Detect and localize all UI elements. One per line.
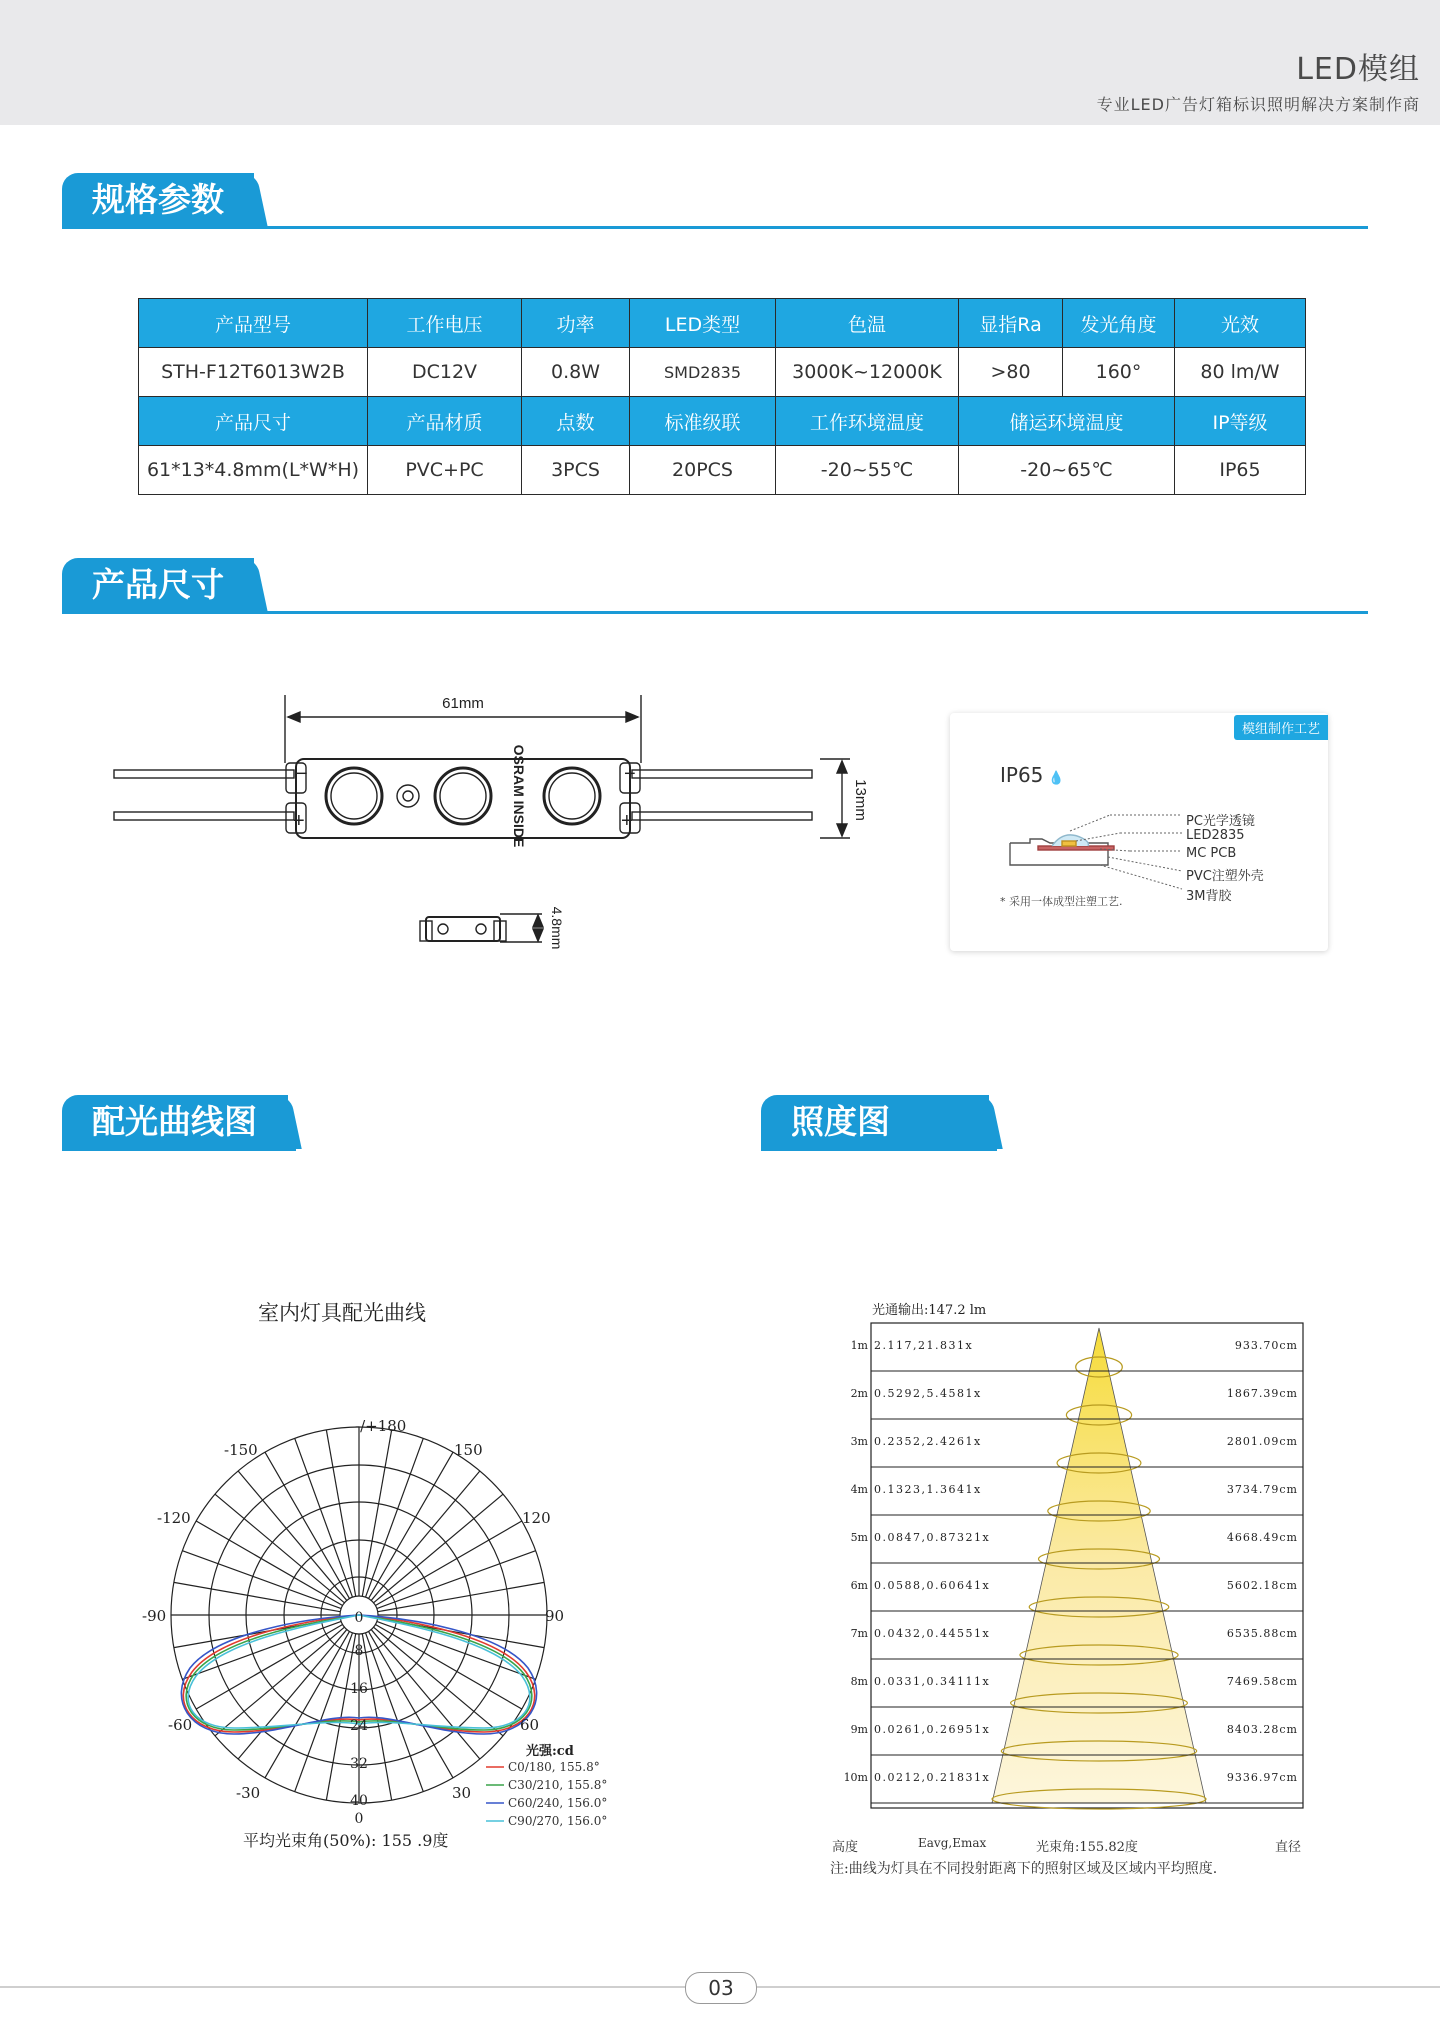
illum-value: 0.1323,1.3641x bbox=[874, 1483, 982, 1496]
illum-diameter: 6535.88cm bbox=[1226, 1627, 1298, 1640]
width-dimension: 13mm bbox=[852, 779, 869, 821]
spec-value-cell: STH-F12T6013W2B bbox=[139, 348, 368, 397]
plus-sign: + bbox=[293, 810, 305, 832]
illum-height: 5m bbox=[850, 1531, 868, 1544]
illum-note: 注:曲线为灯具在不同投射距离下的照射区域及区域内平均照度. bbox=[830, 1861, 1218, 1877]
polar-chart bbox=[130, 1410, 650, 1860]
section-size bbox=[62, 558, 1368, 612]
angle-label: -150 bbox=[224, 1441, 258, 1459]
beam-angle-footer: 平均光束角(50%): 155 .9度 bbox=[243, 1831, 449, 1850]
foot-height: 高度 bbox=[832, 1840, 859, 1855]
spec-value-cell: DC12V bbox=[368, 348, 522, 397]
brand-tagline: 专业LED广告灯箱标识照明解决方案制作商 bbox=[1096, 95, 1420, 114]
illum-diameter: 1867.39cm bbox=[1226, 1387, 1298, 1400]
spec-value-row-2 bbox=[139, 446, 1306, 495]
section-title-spec: 规格参数 bbox=[62, 173, 254, 227]
illum-diameter: 8403.28cm bbox=[1226, 1723, 1298, 1736]
section-title-curve: 配光曲线图 bbox=[62, 1095, 288, 1149]
spec-header-row-2 bbox=[139, 397, 1306, 446]
spec-header-cell: 工作环境温度 bbox=[776, 397, 959, 446]
angle-label: -90 bbox=[142, 1607, 167, 1625]
illum-value: 2.117,21.831x bbox=[874, 1339, 974, 1352]
spec-value-cell: 0.8W bbox=[522, 348, 630, 397]
illum-diameter: 933.70cm bbox=[1234, 1339, 1298, 1352]
radial-label: 0 bbox=[354, 1610, 364, 1626]
illum-height: 1m bbox=[850, 1339, 868, 1352]
angle-label: 0 bbox=[354, 1811, 364, 1827]
spec-header-cell: 光效 bbox=[1175, 299, 1306, 348]
section-illum bbox=[761, 1095, 997, 1149]
illum-value: 0.2352,2.4261x bbox=[874, 1435, 982, 1448]
illum-diameter: 5602.18cm bbox=[1226, 1579, 1298, 1592]
section-rule bbox=[62, 226, 1368, 229]
module-dimension-drawing bbox=[100, 685, 900, 955]
layer-label: PVC注塑外壳 bbox=[1186, 869, 1264, 884]
spec-header-cell: LED类型 bbox=[630, 299, 776, 348]
illum-diameter: 9336.97cm bbox=[1226, 1771, 1298, 1784]
craft-card bbox=[950, 713, 1328, 951]
angle-label: 120 bbox=[522, 1509, 551, 1527]
illum-height: 2m bbox=[850, 1387, 868, 1400]
illum-height: 7m bbox=[850, 1627, 868, 1640]
length-dimension: 61mm bbox=[442, 695, 484, 712]
light-cone bbox=[992, 1328, 1206, 1803]
minus-sign: − bbox=[624, 763, 636, 785]
chip-label: OSRAM INSIDE bbox=[511, 744, 527, 848]
angle-label: 90 bbox=[545, 1607, 565, 1625]
angle-label: 60 bbox=[520, 1716, 540, 1734]
section-rule bbox=[62, 1148, 296, 1151]
illum-diameter: 7469.58cm bbox=[1226, 1675, 1298, 1688]
height-dimension: 4.8mm bbox=[549, 906, 565, 950]
legend-label: C90/270, 156.0° bbox=[508, 1814, 608, 1828]
illuminance-chart bbox=[828, 1318, 1348, 1838]
spec-value-cell: -20~65℃ bbox=[959, 446, 1175, 495]
spec-value-cell: 80 lm/W bbox=[1175, 348, 1306, 397]
luminous-flux: 光通输出:147.2 lm bbox=[872, 1303, 987, 1318]
layer-label: MC PCB bbox=[1186, 846, 1237, 861]
spec-header-cell: 储运环境温度 bbox=[959, 397, 1175, 446]
spec-header-cell: 工作电压 bbox=[368, 299, 522, 348]
spec-value-cell: -20~55℃ bbox=[776, 446, 959, 495]
illum-diameter: 4668.49cm bbox=[1226, 1531, 1298, 1544]
spec-value-cell: SMD2835 bbox=[630, 348, 776, 397]
illum-value: 0.5292,5.4581x bbox=[874, 1387, 982, 1400]
brand-title: LED模组 bbox=[1296, 52, 1420, 87]
illum-value: 0.0588,0.60641x bbox=[874, 1579, 991, 1592]
spec-header-cell: 产品尺寸 bbox=[139, 397, 368, 446]
layer-label: PC光学透镜 bbox=[1186, 814, 1255, 829]
layer-label: LED2835 bbox=[1186, 828, 1245, 843]
spec-header-cell: 显指Ra bbox=[959, 299, 1063, 348]
page-number: 03 bbox=[685, 1972, 757, 2004]
illum-height: 8m bbox=[850, 1675, 868, 1688]
spec-value-cell: 3000K~12000K bbox=[776, 348, 959, 397]
illum-height: 6m bbox=[850, 1579, 868, 1592]
spec-header-cell: 标准级联 bbox=[630, 397, 776, 446]
radial-label: 16 bbox=[350, 1681, 368, 1697]
legend-label: C30/210, 155.8° bbox=[508, 1778, 608, 1792]
foot-angle: 光束角:155.82度 bbox=[1036, 1840, 1138, 1855]
layer-label: 3M背胶 bbox=[1186, 889, 1232, 904]
spec-table bbox=[138, 298, 1306, 495]
polar-spoke bbox=[326, 1430, 355, 1596]
craft-tag: 模组制作工艺 bbox=[1234, 715, 1328, 740]
spec-header-cell: 功率 bbox=[522, 299, 630, 348]
spec-header-cell: IP等级 bbox=[1175, 397, 1306, 446]
angle-label: -120 bbox=[157, 1509, 191, 1527]
spec-header-row-1 bbox=[139, 299, 1306, 348]
illum-diameter: 2801.09cm bbox=[1226, 1435, 1298, 1448]
page-header bbox=[0, 0, 1440, 125]
section-rule bbox=[62, 611, 1368, 614]
polar-chart-title: 室内灯具配光曲线 bbox=[258, 1301, 426, 1325]
section-spec bbox=[62, 173, 1368, 227]
legend-title: 光强:cd bbox=[526, 1744, 574, 1759]
minus-sign: − bbox=[296, 763, 308, 785]
angle-label: 30 bbox=[452, 1784, 472, 1802]
ip-rating: IP65 bbox=[1000, 763, 1044, 787]
radial-label: 8 bbox=[354, 1643, 364, 1659]
spec-header-cell: 产品型号 bbox=[139, 299, 368, 348]
radial-label: 32 bbox=[350, 1756, 368, 1772]
illum-diameter: 3734.79cm bbox=[1226, 1483, 1298, 1496]
water-drop-icon: 💧 bbox=[1048, 771, 1065, 786]
section-title-size: 产品尺寸 bbox=[62, 558, 254, 612]
craft-note: * 采用一体成型注塑工艺. bbox=[1000, 895, 1123, 908]
angle-label: -/+180 bbox=[355, 1417, 407, 1435]
polar-spoke bbox=[174, 1582, 340, 1611]
section-curve bbox=[62, 1095, 296, 1149]
spec-value-cell: 61*13*4.8mm(L*W*H) bbox=[139, 446, 368, 495]
illum-value: 0.0212,0.21831x bbox=[874, 1771, 991, 1784]
illum-value: 0.0847,0.87321x bbox=[874, 1531, 991, 1544]
spec-header-cell: 产品材质 bbox=[368, 397, 522, 446]
illum-value: 0.0331,0.34111x bbox=[874, 1675, 991, 1688]
spec-header-cell: 色温 bbox=[776, 299, 959, 348]
illum-height: 10m bbox=[843, 1771, 868, 1784]
spec-value-cell: IP65 bbox=[1175, 446, 1306, 495]
radial-label: 24 bbox=[350, 1718, 368, 1734]
spec-value-cell: 160° bbox=[1063, 348, 1175, 397]
foot-e: Eavg,Emax bbox=[918, 1836, 987, 1850]
radial-label: 40 bbox=[350, 1793, 368, 1809]
illum-height: 3m bbox=[850, 1435, 868, 1448]
angle-label: -30 bbox=[236, 1784, 261, 1802]
legend-label: C0/180, 155.8° bbox=[508, 1760, 600, 1774]
angle-label: 150 bbox=[454, 1441, 483, 1459]
illum-height: 9m bbox=[850, 1723, 868, 1736]
illum-value: 0.0261,0.26951x bbox=[874, 1723, 991, 1736]
section-rule bbox=[761, 1148, 997, 1151]
polar-spoke bbox=[362, 1430, 391, 1596]
plus-sign: + bbox=[621, 810, 633, 832]
spec-value-cell: >80 bbox=[959, 348, 1063, 397]
illum-height: 4m bbox=[850, 1483, 868, 1496]
spec-value-row-1 bbox=[139, 348, 1306, 397]
angle-label: -60 bbox=[168, 1716, 193, 1734]
spec-header-cell: 点数 bbox=[522, 397, 630, 446]
spec-header-cell: 发光角度 bbox=[1063, 299, 1175, 348]
foot-diameter: 直径 bbox=[1275, 1840, 1302, 1855]
legend-label: C60/240, 156.0° bbox=[508, 1796, 608, 1810]
polar-spoke bbox=[378, 1582, 544, 1611]
section-title-illum: 照度图 bbox=[761, 1095, 989, 1149]
spec-value-cell: 20PCS bbox=[630, 446, 776, 495]
spec-value-cell: PVC+PC bbox=[368, 446, 522, 495]
illum-value: 0.0432,0.44551x bbox=[874, 1627, 991, 1640]
spec-value-cell: 3PCS bbox=[522, 446, 630, 495]
